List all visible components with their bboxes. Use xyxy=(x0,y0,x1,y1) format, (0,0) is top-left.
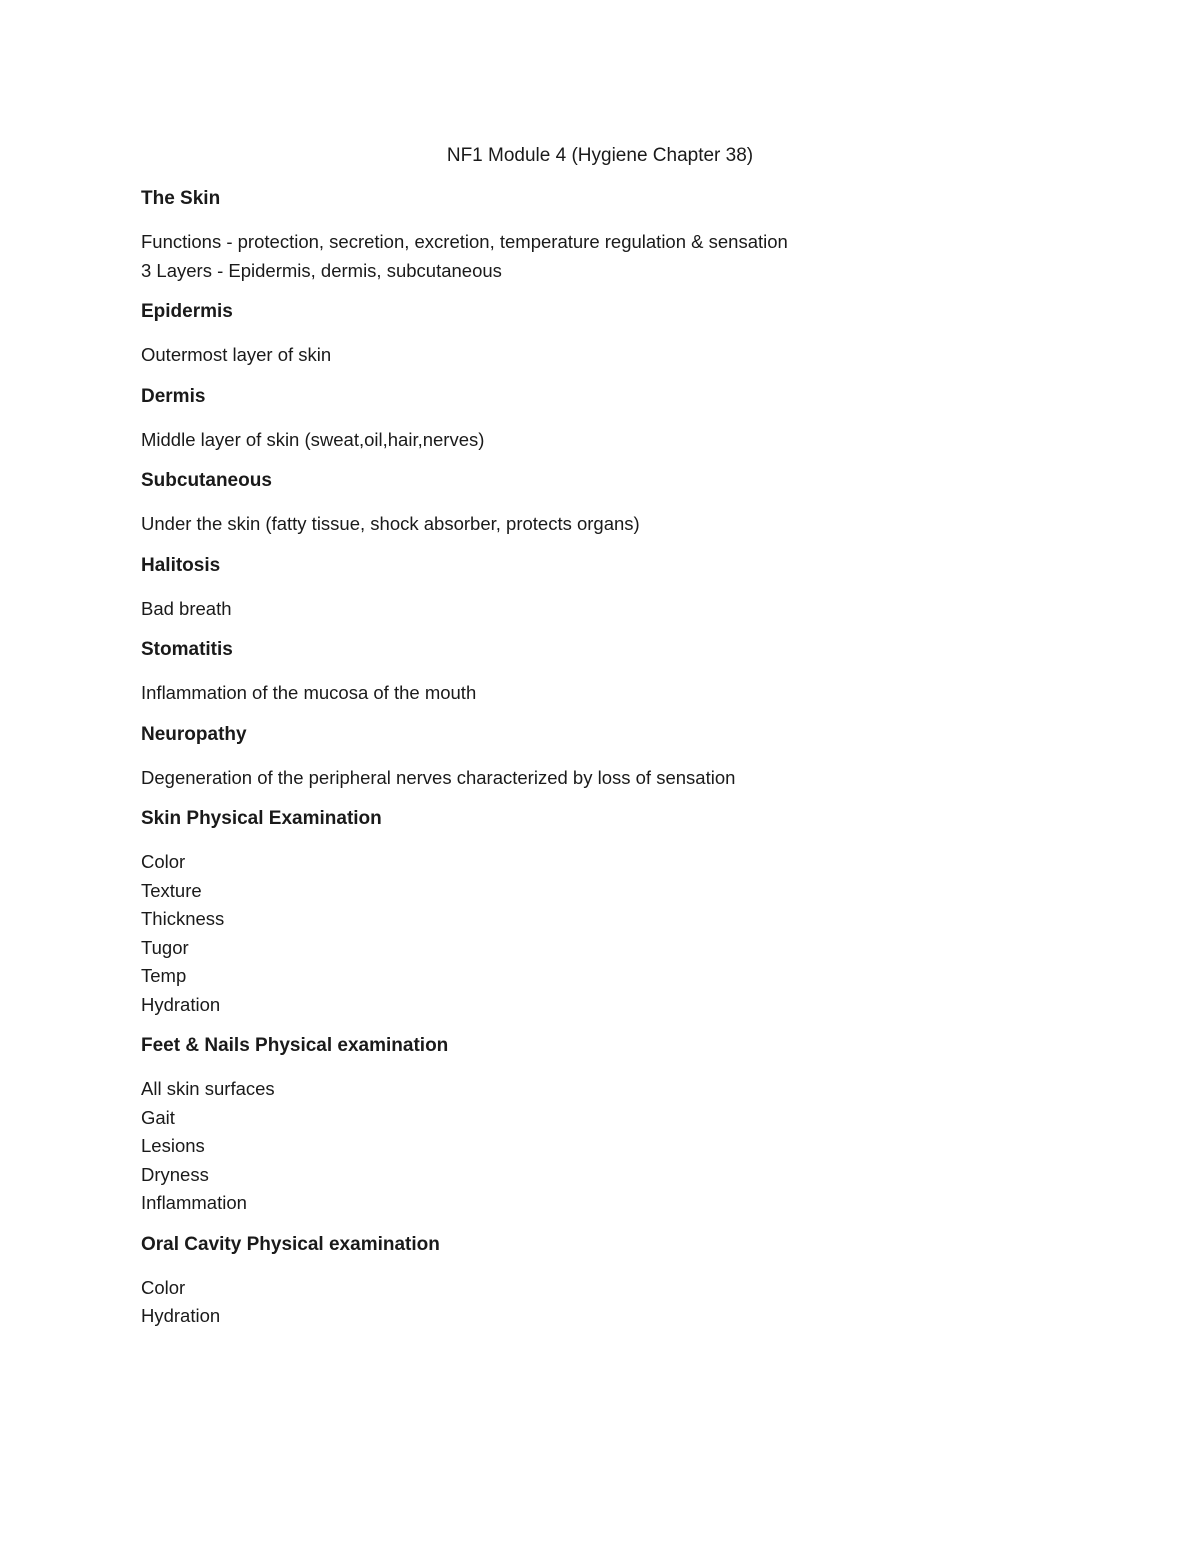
section xyxy=(141,1033,1081,1218)
section xyxy=(141,468,1081,539)
section-body xyxy=(141,764,1081,793)
section-line: Thickness xyxy=(141,908,225,929)
section xyxy=(141,1232,1081,1331)
document-body xyxy=(141,186,1081,1345)
section-line: Bad breath xyxy=(141,597,232,619)
section-line: 3 Layers - Epidermis, dermis, subcutaneous xyxy=(141,259,502,281)
section-heading: Halitosis xyxy=(141,554,221,576)
section-body xyxy=(141,228,1081,285)
section-line: Degeneration of the peripheral nerves characterized by loss of sensation xyxy=(141,766,736,788)
section-heading: Feet & Nails Physical examination xyxy=(141,1035,449,1056)
section-line: Color xyxy=(141,1276,186,1298)
section-line: Lesions xyxy=(141,1135,205,1156)
section-body xyxy=(141,1075,1081,1218)
section-line: Gait xyxy=(141,1106,175,1128)
section-line: All skin surfaces xyxy=(141,1078,275,1099)
section xyxy=(141,553,1081,624)
section-line: Hydration xyxy=(141,1305,221,1326)
section xyxy=(141,806,1081,1019)
section-line: Hydration xyxy=(141,993,221,1015)
section-line: Dryness xyxy=(141,1163,209,1185)
section-body xyxy=(141,679,1081,708)
section-body xyxy=(141,848,1081,1019)
section-line: Middle layer of skin (sweat,oil,hair,nerves) xyxy=(141,428,485,450)
section-body xyxy=(141,510,1081,539)
section-line: Tugor xyxy=(141,936,189,958)
section-line: Outermost layer of skin xyxy=(141,344,332,365)
section-heading: Subcutaneous xyxy=(141,470,272,491)
section xyxy=(141,186,1081,285)
section-body xyxy=(141,595,1081,624)
section-body xyxy=(141,1274,1081,1331)
section xyxy=(141,299,1081,370)
section-heading: Skin Physical Examination xyxy=(141,808,382,829)
section xyxy=(141,722,1081,793)
section xyxy=(141,637,1081,708)
section-line: Texture xyxy=(141,879,202,901)
section-line: Color xyxy=(141,851,186,872)
section-body xyxy=(141,426,1081,455)
section-heading: The Skin xyxy=(141,188,221,209)
section-line: Functions - protection, secretion, excretion, temperature regulation & sensation xyxy=(141,231,788,252)
section-heading: Dermis xyxy=(141,385,206,407)
section-heading: Neuropathy xyxy=(141,723,247,745)
section xyxy=(141,384,1081,455)
section-line: Temp xyxy=(141,965,187,986)
section-heading: Oral Cavity Physical examination xyxy=(141,1233,440,1255)
section-body xyxy=(141,341,1081,370)
section-line: Inflammation xyxy=(141,1192,247,1213)
section-line: Inflammation of the mucosa of the mouth xyxy=(141,682,477,703)
section-line: Under the skin (fatty tissue, shock absorber, protects organs) xyxy=(141,513,640,534)
section-heading: Epidermis xyxy=(141,301,233,322)
section-heading: Stomatitis xyxy=(141,639,233,660)
document-title: NF1 Module 4 (Hygiene Chapter 38) xyxy=(446,145,754,166)
